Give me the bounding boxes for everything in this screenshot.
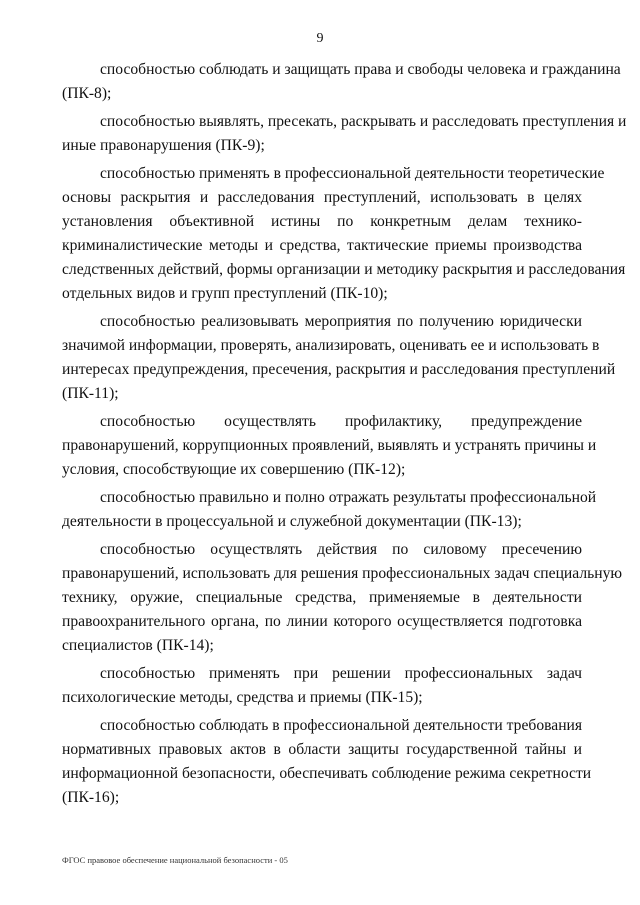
text-line: технику, оружие, специальные средства, применяемые в деятельности [62, 589, 582, 606]
text-line: установления объективной истины по конкретным делам технико- [62, 213, 582, 230]
text-line: способностью применять в профессиональной деятельности теоретические [100, 165, 605, 182]
text-line: способностью соблюдать и защищать права и свободы человека и гражданина [100, 61, 621, 78]
text-line: правонарушений, использовать для решения профессиональных задач специальную [62, 565, 623, 582]
competency-paragraph [62, 714, 592, 810]
text-line: информационной безопасности, обеспечивать соблюдение режима секретности [62, 765, 592, 782]
competency-paragraph [62, 162, 626, 306]
text-line: психологические методы, средства и приемы (ПК-15); [62, 689, 423, 706]
text-line: правонарушений, коррупционных проявлений, выявлять и устранять причины и [62, 437, 597, 454]
competency-paragraph [62, 538, 623, 658]
text-line: основы раскрытия и расследования преступлений, использовать в целях [62, 189, 582, 206]
document-body [62, 58, 627, 814]
text-line: способностью правильно и полно отражать результаты профессиональной [100, 489, 597, 506]
text-line: (ПК-8); [62, 85, 112, 102]
text-line: способностью соблюдать в профессиональной деятельности требования [100, 717, 583, 734]
competency-paragraph [62, 310, 616, 406]
text-line: интересах предупреждения, пресечения, раскрытия и расследования преступлений [62, 361, 616, 378]
text-line: способностью выявлять, пресекать, раскрывать и расследовать преступления и [100, 113, 627, 130]
text-line: способностью осуществлять действия по силовому пресечению [100, 541, 582, 558]
text-line: способностью осуществлять профилактику, предупреждение [100, 413, 582, 430]
text-line: специалистов (ПК-14); [62, 637, 214, 654]
text-line: нормативных правовых актов в области защиты государственной тайны и [62, 741, 582, 758]
text-line: деятельности в процессуальной и служебной документации (ПК-13); [62, 513, 522, 530]
text-line: (ПК-11); [62, 385, 119, 402]
text-line: следственных действий, формы организации и методику раскрытия и расследования [62, 261, 626, 278]
text-line: криминалистические методы и средства, тактические приемы производства [62, 237, 582, 254]
page-number: 9 [316, 31, 324, 46]
competency-paragraph [62, 110, 627, 158]
text-line: (ПК-16); [62, 789, 120, 806]
text-line: отдельных видов и групп преступлений (ПК-10); [62, 285, 388, 302]
competency-paragraph [62, 662, 582, 710]
text-line: иные правонарушения (ПК-9); [62, 137, 265, 154]
text-line: способностью реализовывать мероприятия по получению юридически [100, 313, 582, 330]
page-footer: ФГОС правовое обеспечение национальной безопасности - 05 [62, 855, 288, 865]
text-line: значимой информации, проверять, анализировать, оценивать ее и использовать в [62, 337, 600, 354]
text-line: правоохранительного органа, по линии которого осуществляется подготовка [62, 613, 582, 630]
text-line: условия, способствующие их совершению (ПК-12); [62, 461, 406, 478]
competency-paragraph [62, 410, 597, 482]
competency-paragraph [62, 486, 597, 534]
text-line: способностью применять при решении профессиональных задач [100, 665, 582, 682]
competency-paragraph [62, 58, 621, 106]
